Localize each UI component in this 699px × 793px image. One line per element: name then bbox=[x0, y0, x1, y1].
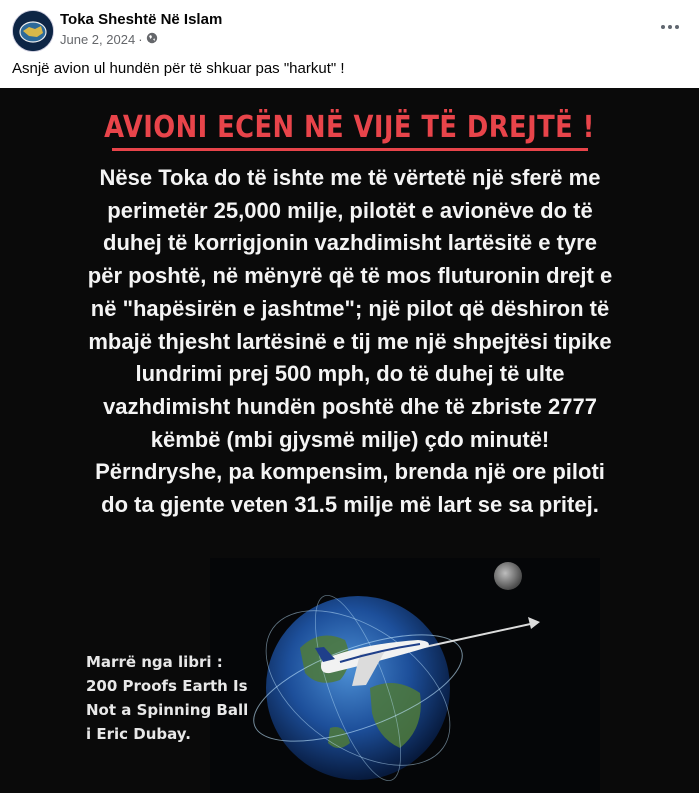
meta-separator: · bbox=[138, 32, 143, 47]
image-credit-text: Marrë nga libri : 200 Proofs Earth Is Not a Spinning Ball i Eric Dubay. bbox=[86, 653, 249, 743]
post-caption: Asnjë avion ul hundën për të shkuar pas "harkut" ! bbox=[12, 60, 345, 77]
moon-shape bbox=[494, 562, 522, 590]
post-date[interactable]: June 2, 2024 bbox=[60, 32, 136, 47]
post-header bbox=[0, 0, 699, 88]
post-meta bbox=[60, 32, 158, 47]
more-options-icon[interactable] bbox=[659, 18, 681, 36]
post-image[interactable] bbox=[0, 88, 699, 793]
page-name-link[interactable]: Toka Sheshtë Në Islam bbox=[60, 11, 223, 28]
title-underline bbox=[112, 148, 588, 151]
page-avatar[interactable] bbox=[12, 10, 54, 52]
image-title: AVIONI ECËN NË VIJË TË DREJTË ! bbox=[104, 110, 595, 145]
globe-icon bbox=[146, 32, 158, 47]
image-body-text: Nëse Toka do të ishte me të vërtetë një sferë me perimetër 25,000 milje, pilotët e avionëve do të duhej të korrigjonin vazhdimisht lartësitë e tyre për poshtë, në mënyrë që të mos fluturonin drejt e në "hapësirën e jashtme"; një pilot që dëshiron të mbajë thjesht lartësinë e tij me një shpejtësi tipike lundrimi prej 500 mph, do të duhej të ulte vazhdimisht hundën poshtë dhe të zbriste 2777 këmbë (mbi gjysmë milje) çdo minutë! Përndryshe, pa kompensim, brenda një ore piloti do ta gjente veten 31.5 milje më lart se sa pritej. bbox=[87, 165, 613, 518]
